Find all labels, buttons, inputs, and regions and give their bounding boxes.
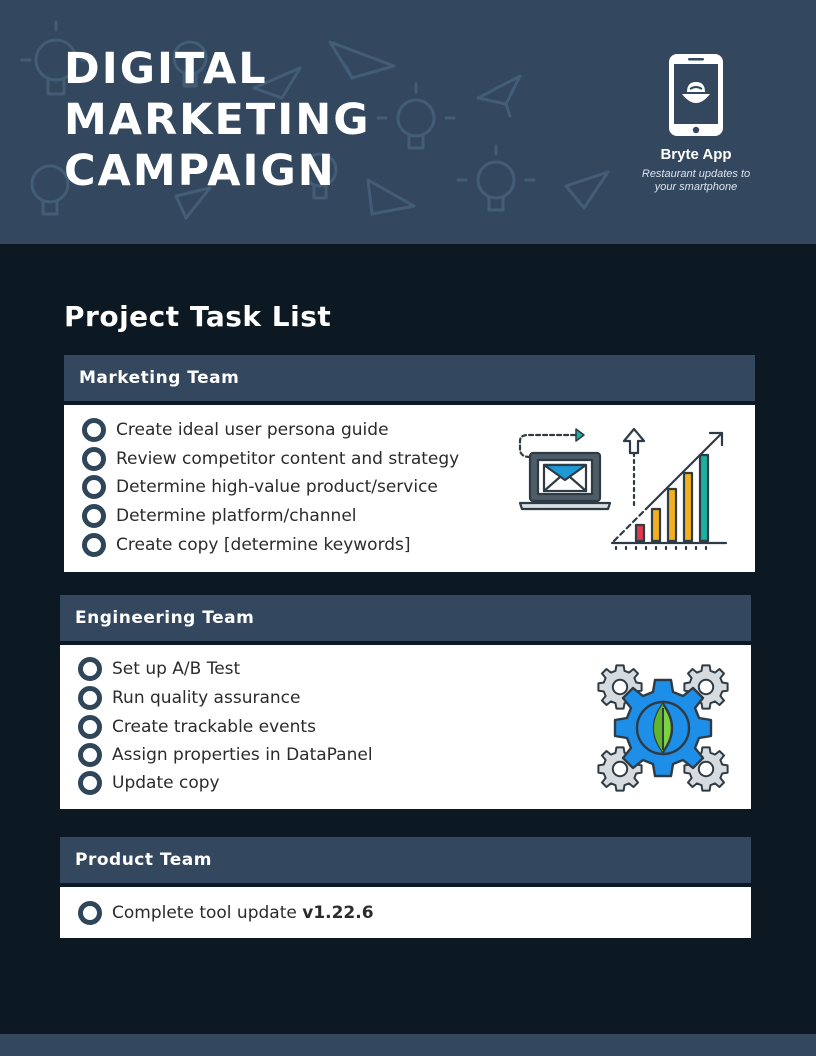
checkbox-circle-icon[interactable] (82, 418, 106, 442)
checkbox-circle-icon[interactable] (78, 657, 102, 681)
checkbox-circle-icon[interactable] (78, 901, 102, 925)
section-title: Project Task List (64, 300, 332, 333)
smartphone-food-bowl-icon (669, 54, 723, 136)
task-item[interactable] (82, 533, 411, 557)
task-label: Review competitor content and strategy (116, 449, 460, 469)
app-tagline-line: Restaurant updates to (641, 168, 751, 180)
checkbox-circle-icon[interactable] (82, 533, 106, 557)
footer-strip (0, 1034, 816, 1056)
task-label: Create trackable events (112, 717, 316, 737)
team-card-product (60, 887, 751, 938)
team-header-product: Product Team (60, 837, 751, 883)
version-number: v1.22.6 (302, 903, 374, 923)
task-item[interactable] (82, 418, 389, 442)
title-line: MARKETING (64, 95, 371, 145)
app-tagline-line: your smartphone (654, 181, 738, 193)
team-card-engineering (60, 645, 751, 809)
checkbox-circle-icon[interactable] (78, 715, 102, 739)
task-item[interactable] (78, 743, 373, 767)
task-item[interactable] (78, 771, 220, 795)
task-item[interactable] (82, 504, 357, 528)
gears-leaf-icon (596, 661, 730, 795)
task-label: Create ideal user persona guide (116, 420, 389, 440)
checkbox-circle-icon[interactable] (78, 771, 102, 795)
checkbox-circle-icon[interactable] (82, 475, 106, 499)
task-label: Run quality assurance (112, 688, 301, 708)
app-name: Bryte App (660, 146, 732, 163)
task-label: Determine high-value product/service (116, 477, 438, 497)
task-item[interactable] (78, 901, 374, 925)
campaign-title (64, 44, 371, 197)
task-item[interactable] (78, 657, 240, 681)
title-line: DIGITAL (64, 44, 268, 94)
team-card-marketing (64, 405, 755, 572)
app-info (630, 54, 762, 194)
task-item[interactable] (82, 447, 459, 471)
laptop-email-growth-chart-icon (516, 423, 738, 555)
task-item[interactable] (82, 475, 438, 499)
task-label (112, 903, 374, 923)
checkbox-circle-icon[interactable] (82, 447, 106, 471)
team-header-engineering: Engineering Team (60, 595, 751, 641)
task-label: Update copy (112, 773, 220, 793)
header-banner (0, 0, 816, 244)
task-label: Assign properties in DataPanel (112, 745, 373, 765)
checkbox-circle-icon[interactable] (82, 504, 106, 528)
task-label: Determine platform/channel (116, 506, 357, 526)
app-tagline (630, 168, 762, 194)
task-label: Set up A/B Test (112, 659, 241, 679)
checkbox-circle-icon[interactable] (78, 743, 102, 767)
task-item[interactable] (78, 715, 316, 739)
checkbox-circle-icon[interactable] (78, 686, 102, 710)
team-header-marketing: Marketing Team (64, 355, 755, 401)
task-label-text: Complete tool update (112, 903, 303, 923)
title-line: CAMPAIGN (64, 146, 336, 196)
task-item[interactable] (78, 686, 300, 710)
task-label: Create copy [determine keywords] (116, 535, 411, 555)
